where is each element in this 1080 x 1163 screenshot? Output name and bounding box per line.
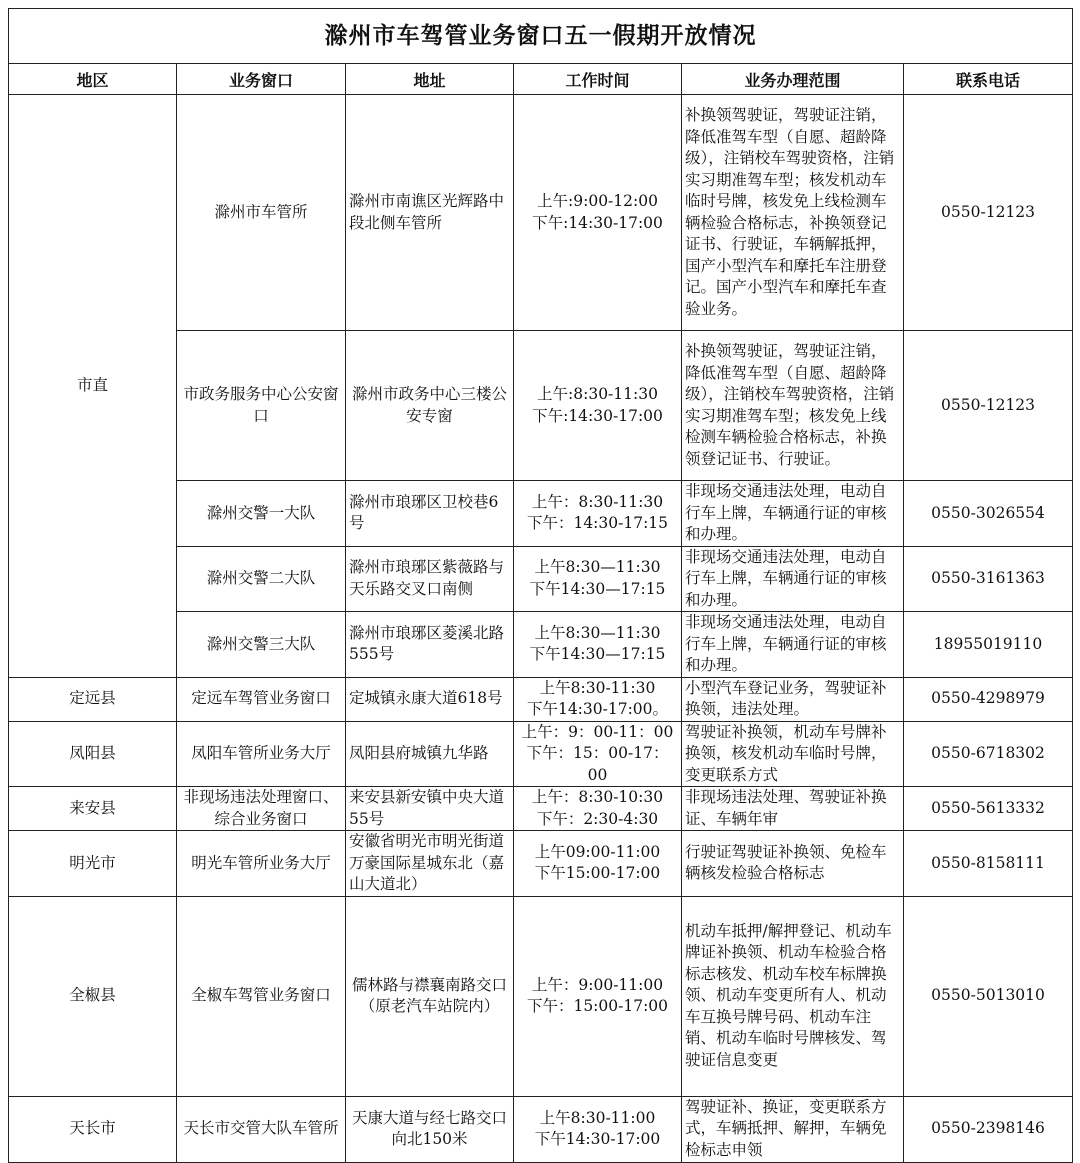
header-region: 地区: [9, 64, 177, 95]
hours-cell: [514, 331, 682, 481]
hours-morning: 上午：9:00-11:00: [531, 975, 664, 994]
address-cell: 天康大道与经七路交口向北150米: [346, 1096, 514, 1162]
window-cell: 滁州交警一大队: [177, 481, 346, 547]
title-row: [9, 9, 1073, 64]
table-title: 滁州市车驾管业务窗口五一假期开放情况: [9, 9, 1073, 64]
hours-cell: [514, 95, 682, 331]
region-cell: 凤阳县: [9, 721, 177, 787]
region-cell: 全椒县: [9, 896, 177, 1096]
scope-cell: 非现场交通违法处理，电动自行车上牌，车辆通行证的审核和办理。: [682, 481, 904, 547]
phone-cell: 0550-12123: [904, 95, 1073, 331]
scope-cell: 非现场违法处理、驾驶证补换证、车辆年审: [682, 787, 904, 831]
scope-cell: 机动车抵押/解押登记、机动车牌证补换领、机动车检验合格标志核发、机动车校车标牌换领、机动车变更所有人、机动车互换号牌号码、机动车注销、机动车临时号牌核发、驾驶证信息变更: [682, 896, 904, 1096]
hours-cell: [514, 787, 682, 831]
hours-morning: 上午：8:30-10:30: [531, 788, 664, 806]
window-cell: 滁州市车管所: [177, 95, 346, 331]
hours-afternoon: 下午：2:30-4:30: [536, 809, 659, 828]
address-cell: 来安县新安镇中央大道55号: [346, 787, 514, 831]
hours-afternoon: 下午：15：00-17：00: [526, 744, 669, 784]
hours-cell: [514, 481, 682, 547]
header-phone: 联系电话: [904, 64, 1073, 95]
scope-cell: 非现场交通违法处理，电动自行车上牌，车辆通行证的审核和办理。: [682, 612, 904, 678]
phone-cell: 18955019110: [904, 612, 1073, 678]
phone-cell: 0550-4298979: [904, 677, 1073, 721]
hours-afternoon: 下午15:00-17:00: [534, 864, 661, 883]
hours-cell: [514, 612, 682, 678]
header-hours: 工作时间: [514, 64, 682, 95]
address-cell: 儒林路与襟襄南路交口（原老汽车站院内）: [346, 896, 514, 1096]
address-cell: 滁州市琅琊区菱溪北路555号: [346, 612, 514, 678]
address-cell: 安徽省明光市明光街道万豪国际星城东北（嘉山大道北）: [346, 831, 514, 897]
hours-morning: 上午8:30-11:00: [539, 1108, 656, 1127]
hours-cell: [514, 1096, 682, 1162]
window-cell: 全椒车驾管业务窗口: [177, 896, 346, 1096]
window-cell: 市政务服务中心公安窗口: [177, 331, 346, 481]
phone-cell: 0550-2398146: [904, 1096, 1073, 1162]
header-row: [9, 64, 1073, 95]
window-cell: 天长市交管大队车管所: [177, 1096, 346, 1162]
hours-cell: [514, 677, 682, 721]
region-cell: 来安县: [9, 787, 177, 831]
scope-cell: 小型汽车登记业务，驾驶证补换领，违法处理。: [682, 677, 904, 721]
header-scope: 业务办理范围: [682, 64, 904, 95]
hours-cell: [514, 831, 682, 897]
region-cell: 市直: [9, 95, 177, 678]
hours-morning: 上午8:30-11:30: [539, 678, 656, 697]
hours-morning: 上午:9:00-12:00: [537, 192, 658, 210]
phone-cell: 0550-8158111: [904, 831, 1073, 897]
hours-afternoon: 下午：15:00-17:00: [526, 997, 669, 1015]
phone-cell: 0550-3026554: [904, 481, 1073, 547]
window-cell: 明光车管所业务大厅: [177, 831, 346, 897]
phone-cell: 0550-5613332: [904, 787, 1073, 831]
hours-afternoon: 下午14:30-17:00: [534, 1130, 661, 1148]
scope-cell: 补换领驾驶证，驾驶证注销，降低准驾车型（自愿、超龄降级），注销校车驾驶资格，注销实习期准驾车型；核发免上线检测车辆检验合格标志，补换领登记证书、行驶证。: [682, 331, 904, 481]
hours-morning: 上午:8:30-11:30: [537, 385, 658, 403]
header-address: 地址: [346, 64, 514, 95]
hours-afternoon: 下午：14:30-17:15: [526, 514, 669, 533]
table-row: [9, 896, 1073, 1096]
hours-afternoon: 下午:14:30-17:00: [532, 213, 663, 232]
window-cell: 凤阳车管所业务大厅: [177, 721, 346, 787]
table-row: [9, 95, 1073, 331]
window-cell: 滁州交警二大队: [177, 546, 346, 612]
hours-morning: 上午09:00-11:00: [534, 842, 661, 861]
table-row: [9, 1096, 1073, 1162]
hours-morning: 上午8:30—11:30: [534, 558, 661, 577]
region-cell: 定远县: [9, 677, 177, 721]
table-row: [9, 721, 1073, 787]
window-cell: 滁州交警三大队: [177, 612, 346, 678]
hours-cell: [514, 896, 682, 1096]
window-cell: 非现场违法处理窗口、综合业务窗口: [177, 787, 346, 831]
phone-cell: 0550-5013010: [904, 896, 1073, 1096]
region-cell: 明光市: [9, 831, 177, 897]
address-cell: 滁州市南谯区光辉路中段北侧车管所: [346, 95, 514, 331]
scope-cell: 非现场交通违法处理，电动自行车上牌，车辆通行证的审核和办理。: [682, 546, 904, 612]
address-cell: 凤阳县府城镇九华路: [346, 721, 514, 787]
schedule-table: [8, 8, 1073, 1163]
hours-morning: 上午：9：00-11：00: [521, 722, 674, 741]
region-cell: 天长市: [9, 1096, 177, 1162]
address-cell: 滁州市政务中心三楼公安专窗: [346, 331, 514, 481]
hours-morning: 上午8:30—11:30: [534, 623, 661, 642]
table-row: [9, 831, 1073, 897]
hours-afternoon: 下午14:30—17:15: [529, 579, 666, 598]
hours-morning: 上午：8:30-11:30: [531, 492, 664, 511]
hours-afternoon: 下午14:30-17:00。: [526, 700, 669, 718]
phone-cell: 0550-3161363: [904, 546, 1073, 612]
address-cell: 滁州市琅琊区紫薇路与天乐路交叉口南侧: [346, 546, 514, 612]
hours-afternoon: 下午:14:30-17:00: [532, 406, 663, 425]
hours-afternoon: 下午14:30—17:15: [529, 645, 666, 664]
scope-cell: 行驶证驾驶证补换领、免检车辆核发检验合格标志: [682, 831, 904, 897]
address-cell: 定城镇永康大道618号: [346, 677, 514, 721]
scope-cell: 补换领驾驶证，驾驶证注销，降低准驾车型（自愿、超龄降级），注销校车驾驶资格，注销实习期准驾车型；核发机动车临时号牌，核发免上线检测车辆检验合格标志，补换领登记证书、行驶证，车辆解抵押，国产小型汽车和摩托车注册登记。国产小型汽车和摩托车查验业务。: [682, 95, 904, 331]
header-window: 业务窗口: [177, 64, 346, 95]
scope-cell: 驾驶证补、换证，变更联系方式，车辆抵押、解押，车辆免检标志申领: [682, 1096, 904, 1162]
phone-cell: 0550-6718302: [904, 721, 1073, 787]
scope-cell: 驾驶证补换领，机动车号牌补换领，核发机动车临时号牌，变更联系方式: [682, 721, 904, 787]
hours-cell: [514, 546, 682, 612]
phone-cell: 0550-12123: [904, 331, 1073, 481]
window-cell: 定远车驾管业务窗口: [177, 677, 346, 721]
hours-cell: [514, 721, 682, 787]
address-cell: 滁州市琅琊区卫校巷6号: [346, 481, 514, 547]
table-row: [9, 677, 1073, 721]
table-row: [9, 787, 1073, 831]
